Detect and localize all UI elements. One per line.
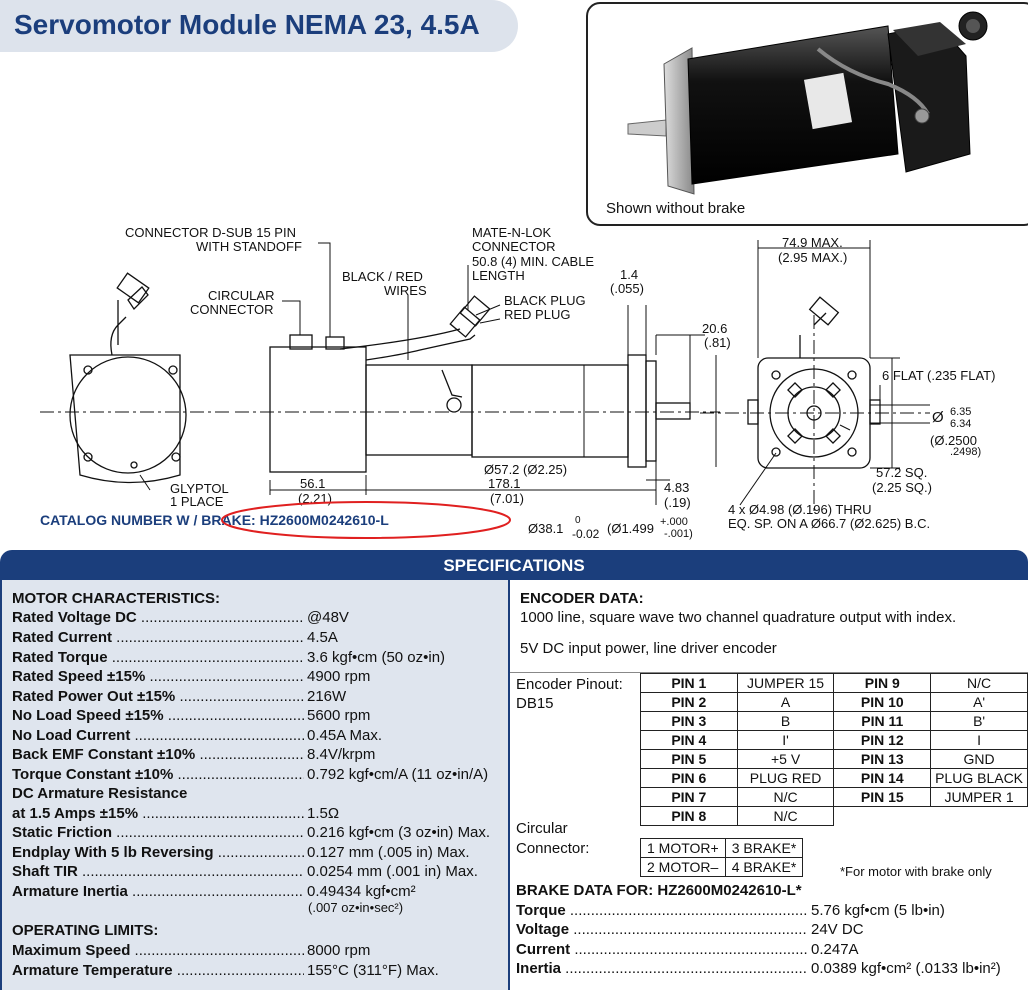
table-row: [641, 674, 1028, 693]
pin-cell: PIN 6: [641, 769, 738, 788]
spec-label: No Load Current .....: [12, 727, 304, 744]
motor-specs-panel: [0, 580, 510, 990]
pin-value: +5 V: [737, 750, 834, 769]
pin-cell: PIN 14: [834, 769, 931, 788]
motor-heading: MOTOR CHARACTERISTICS:: [12, 590, 221, 607]
spec-label: Torque Constant ±10% .....: [12, 766, 304, 783]
pin-value: N/C: [737, 807, 834, 826]
brake-note: *For motor with brake only: [840, 864, 992, 879]
spec-subvalue: (.007 oz•in•sec²): [308, 900, 404, 915]
spec-label: Current .....: [516, 941, 808, 958]
label-glyptol2: 1 PLACE: [170, 494, 224, 509]
dim-pilot-in-top: +.000: [660, 516, 688, 528]
page-title: Servomotor Module NEMA 23, 4.5A: [14, 9, 480, 40]
dim-634: 6.34: [950, 418, 972, 430]
dim-57-2: Ø57.2 (Ø2.25): [484, 462, 568, 477]
circular-label: Circular: [516, 820, 568, 837]
spec-value: 5600 rpm: [307, 707, 371, 724]
spec-value: 0.216 kgf•cm (3 oz•in) Max.: [307, 824, 491, 841]
label-mate: MATE-N-LOK: [472, 225, 552, 240]
label-mate2: CONNECTOR: [472, 239, 556, 254]
dim-178-1: 178.1: [488, 476, 521, 491]
circular-label2: Connector:: [516, 840, 590, 857]
spec-row: [12, 962, 508, 981]
spec-value: 5.76 kgf•cm (5 lb•in): [811, 902, 945, 919]
limits-heading: OPERATING LIMITS:: [12, 922, 159, 939]
spec-row: [12, 805, 508, 824]
spec-value: 216W: [307, 688, 347, 705]
circular-cell: 4 BRAKE*: [725, 858, 803, 877]
spec-row: [12, 649, 508, 668]
table-row: [641, 769, 1028, 788]
dim-pilot-tol-top: 0: [575, 515, 581, 526]
dim-pilot-tol-bot: -0.02: [572, 527, 600, 541]
spec-label: Maximum Speed .....: [12, 942, 304, 959]
dim-56-1: 56.1: [300, 476, 326, 491]
label-wires: WIRES: [384, 283, 427, 298]
dim-pilot: Ø38.1: [528, 521, 564, 536]
label-holes1: 4 x Ø4.98 (Ø.196) THRU: [728, 502, 872, 517]
spec-row: [12, 766, 508, 785]
spec-row: [12, 727, 508, 746]
spec-row: [12, 883, 508, 919]
spec-row: [516, 921, 1026, 940]
dim-20-6: 20.6: [702, 321, 728, 336]
circular-cell: 2 MOTOR–: [641, 858, 726, 877]
pin-value: A: [737, 693, 834, 712]
spec-value: 8000 rpm: [307, 942, 371, 959]
spec-value: 0.247A: [811, 941, 859, 958]
spec-label: Inertia .....: [516, 960, 808, 977]
dim-635: 6.35: [950, 406, 972, 418]
pin-cell: PIN 1: [641, 674, 738, 693]
spec-row: [516, 960, 1026, 979]
encoder-heading: ENCODER DATA:: [520, 590, 644, 607]
dim-2498: .2498): [950, 446, 982, 458]
pin-value: PLUG BLACK: [931, 769, 1028, 788]
spec-row: [12, 629, 508, 648]
table-row: [641, 858, 803, 877]
pin-value: I': [737, 731, 834, 750]
label-glyptol: GLYPTOL: [170, 481, 229, 496]
spec-value: 155°C (311°F) Max.: [307, 962, 439, 979]
brake-heading: BRAKE DATA FOR: HZ2600M0242610-L*: [516, 882, 802, 899]
spec-row: [12, 609, 508, 628]
pin-value: I: [931, 731, 1028, 750]
label-connector-dsub: CONNECTOR D-SUB 15 PIN: [125, 225, 296, 240]
dim-4-83: 4.83: [664, 480, 690, 495]
spec-label: at 1.5 Amps ±15% .....: [12, 805, 304, 822]
spec-row: [12, 688, 508, 707]
pin-value: N/C: [931, 674, 1028, 693]
spec-label: Rated Current .....: [12, 629, 304, 646]
spec-row: [12, 863, 508, 882]
spec-value: @48V: [307, 609, 349, 626]
dim-19: (.19): [664, 495, 691, 510]
label-black-red: BLACK / RED: [342, 269, 423, 284]
spec-value: 0.49434 kgf•cm²: [307, 883, 416, 900]
pin-cell: PIN 2: [641, 693, 738, 712]
spec-value: 4.5A: [307, 629, 338, 646]
label-circular: CIRCULAR: [208, 288, 275, 303]
dim-225sq: (2.25 SQ.): [872, 480, 932, 495]
encoder-line2: 5V DC input power, line driver encoder: [520, 640, 777, 657]
spec-value: 0.0389 kgf•cm² (.0133 lb•in²): [811, 960, 1001, 977]
table-row: [641, 807, 1028, 826]
spec-row: [12, 844, 508, 863]
spec-row: [12, 746, 508, 765]
pin-cell: PIN 9: [834, 674, 931, 693]
catalog-brake: BRAKE: HZ2600M0242610-L: [201, 512, 389, 528]
circular-cell: 3 BRAKE*: [725, 839, 803, 858]
circular-connector-table: [640, 838, 803, 877]
dim-2500: (Ø.2500: [930, 433, 977, 448]
pin-cell: PIN 4: [641, 731, 738, 750]
dim-pilot-in-bot: -.001): [664, 528, 693, 540]
pin-cell: PIN 15: [834, 788, 931, 807]
photo-caption: Shown without brake: [606, 200, 746, 217]
pin-cell: PIN 10: [834, 693, 931, 712]
label-six-flat: 6 FLAT (.235 FLAT): [882, 368, 996, 383]
spec-label: Torque .....: [516, 902, 808, 919]
dim-57sq: 57.2 SQ.: [876, 465, 928, 480]
catalog-highlight-ellipse: [220, 500, 516, 542]
spec-row: [516, 902, 1026, 921]
pinout-label: Encoder Pinout:: [516, 676, 623, 693]
pin-cell: PIN 8: [641, 807, 738, 826]
dim-055: (.055): [610, 281, 644, 296]
spec-row: [12, 942, 508, 961]
table-row: [641, 788, 1028, 807]
spec-row: [12, 707, 508, 726]
spec-value: 4900 rpm: [307, 668, 371, 685]
spec-value: 1.5Ω: [307, 805, 340, 822]
spec-label: Voltage .....: [516, 921, 808, 938]
pin-value: A': [931, 693, 1028, 712]
encoder-brake-panel: [510, 580, 1028, 990]
spec-row: [516, 941, 1026, 960]
end-view-left: [70, 273, 186, 482]
pin-cell: PIN 13: [834, 750, 931, 769]
pin-value: JUMPER 1: [931, 788, 1028, 807]
spec-label: Armature Temperature .....: [12, 962, 304, 979]
spec-label: Static Friction .....: [12, 824, 304, 841]
dim-295: (2.95 MAX.): [778, 250, 848, 265]
label-mate4: LENGTH: [472, 268, 525, 283]
pin-value: B: [737, 712, 834, 731]
pinout-table: [640, 673, 1028, 826]
label-connector-dsub2: WITH STANDOFF: [196, 239, 302, 254]
spec-row: [12, 824, 508, 843]
label-red-plug: RED PLUG: [504, 307, 571, 322]
pin-value: PLUG RED: [737, 769, 834, 788]
pin-cell: PIN 3: [641, 712, 738, 731]
dim-pilot-in: (Ø1.499: [607, 521, 654, 536]
pinout-db: DB15: [516, 695, 554, 712]
table-row: [641, 750, 1028, 769]
spec-row: [12, 668, 508, 687]
dim-81: (.81): [704, 335, 731, 350]
spec-value: 0.792 kgf•cm/A (11 oz•in/A): [307, 766, 489, 783]
catalog-prefix: CATALOG NUMBER W /: [40, 512, 202, 528]
spec-value: 3.6 kgf•cm (50 oz•in): [307, 649, 446, 666]
table-row: [641, 712, 1028, 731]
spec-label: Back EMF Constant ±10% .....: [12, 746, 304, 763]
spec-label: Rated Torque .....: [12, 649, 304, 666]
table-row: [641, 839, 803, 858]
pin-cell: PIN 5: [641, 750, 738, 769]
table-row: [641, 731, 1028, 750]
spec-value: 0.127 mm (.005 in) Max.: [307, 844, 470, 861]
pin-cell: PIN 7: [641, 788, 738, 807]
spec-label: Shaft TIR .....: [12, 863, 304, 880]
label-mate3: 50.8 (4) MIN. CABLE: [472, 254, 595, 269]
spec-value: 0.0254 mm (.001 in) Max.: [307, 863, 478, 880]
pin-cell: PIN 12: [834, 731, 931, 750]
pin-value: GND: [931, 750, 1028, 769]
encoder-line1: 1000 line, square wave two channel quadrature output with index.: [520, 609, 957, 626]
circular-cell: 1 MOTOR+: [641, 839, 726, 858]
dim-2-21: (2.21): [298, 491, 332, 506]
pin-value: B': [931, 712, 1028, 731]
spec-value: 0.45A Max.: [307, 727, 383, 744]
dim-74-9: 74.9 MAX.: [782, 235, 843, 250]
spec-label: No Load Speed ±15% .....: [12, 707, 304, 724]
product-photo: [588, 4, 1028, 224]
spec-label: Rated Speed ±15% .....: [12, 668, 304, 685]
table-row: [641, 693, 1028, 712]
product-photo-frame: [586, 2, 1028, 226]
spec-value: 8.4V/krpm: [307, 746, 376, 763]
spec-label: Endplay With 5 lb Reversing .....: [12, 844, 304, 861]
dim-1-4: 1.4: [620, 267, 639, 282]
dimension-drawing: [0, 225, 1028, 545]
spec-label: Rated Voltage DC .....: [12, 609, 304, 626]
spec-value: 24V DC: [811, 921, 864, 938]
spec-label: Rated Power Out ±15% .....: [12, 688, 304, 705]
specs-title: SPECIFICATIONS: [443, 556, 585, 575]
dim-phi: Ø: [932, 409, 944, 426]
dim-7-01: (7.01): [490, 491, 524, 506]
label-circular2: CONNECTOR: [190, 302, 274, 317]
spec-label: Armature Inertia .....: [12, 883, 304, 900]
pin-value: JUMPER 15: [737, 674, 834, 693]
label-black-plug: BLACK PLUG: [504, 293, 586, 308]
label-holes2: EQ. SP. ON A Ø66.7 (Ø2.625) B.C.: [728, 516, 931, 531]
pin-cell: PIN 11: [834, 712, 931, 731]
pin-value: N/C: [737, 788, 834, 807]
dc-resistance-heading: DC Armature Resistance: [12, 785, 188, 802]
